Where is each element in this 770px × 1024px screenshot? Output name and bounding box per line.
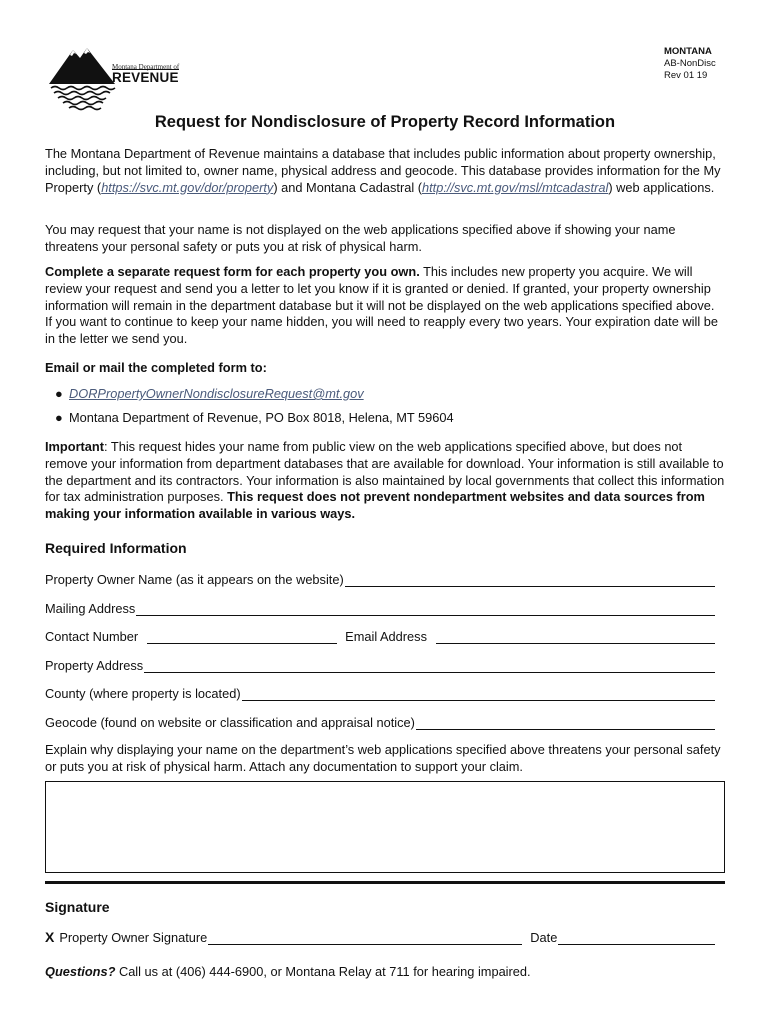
explain-prompt: Explain why displaying your name on the department’s web applications specified above threatens your personal safety or puts you at risk of physical harm. Attach any documentation to support your claim. [45,742,721,774]
logo-department-text: Montana Department of [112,63,180,71]
questions-text: Call us at (406) 444-6900, or Montana Relay at 711 for hearing impaired. [115,964,531,979]
intro-paragraph-1 [45,146,725,196]
submit-heading: Email or mail the completed form to: [45,360,267,375]
explanation-textbox[interactable] [45,781,725,873]
email-address-line[interactable] [436,629,715,644]
owner-signature-line[interactable] [208,930,522,945]
owner-signature-label: Property Owner Signature [59,930,208,945]
intro-p1-text-a: The Montana Department of Revenue maintains a database that includes public information about property ownership, including, but not limited to, owner name, physical address and geocode. This database provides information for the My Property ( [45,146,721,195]
signature-row [45,927,715,945]
list-item-email [55,386,364,402]
geocode-field[interactable] [45,712,715,730]
geocode-label: Geocode (found on website or classification and appraisal notice) [45,715,415,730]
property-address-label: Property Address [45,658,144,673]
mailing-address-field[interactable] [45,598,715,616]
owner-name-line[interactable] [345,572,715,587]
contact-number-line[interactable] [147,629,337,644]
important-paragraph [45,439,725,523]
bullet-icon: ● [55,410,63,425]
signature-heading: Signature [45,899,110,915]
important-text: : This request hides your name from public view on the web applications specified above, but does not remove your information from department databases that are available for download. Your information is still available to the department and its contractors. Your information is also maintained by local governments that collect this information for tax administration purposes. [45,439,725,505]
email-address-label: Email Address [345,629,427,644]
bullet-icon: ● [55,386,63,401]
form-id-block [664,46,716,82]
intro-paragraph-3 [45,264,725,348]
list-item-mail [55,410,454,426]
contact-row [45,626,715,644]
signature-x-mark: X [45,929,55,945]
date-line[interactable] [558,930,715,945]
separate-form-notice: Complete a separate request form for each property you own. [45,264,420,279]
property-address-line[interactable] [144,658,715,673]
contact-number-label: Contact Number [45,629,139,644]
county-field[interactable] [45,683,715,701]
form-state: MONTANA [664,46,712,57]
owner-name-label: Property Owner Name (as it appears on the website) [45,572,344,587]
my-property-link[interactable]: https://svc.mt.gov/dor/property [101,179,274,195]
property-address-field[interactable] [45,655,715,673]
mail-address-text: Montana Department of Revenue, PO Box 8018, Helena, MT 59604 [69,410,454,425]
mailing-address-line[interactable] [136,601,715,616]
email-link[interactable]: DORPropertyOwnerNondisclosureRequest@mt.gov [69,386,364,401]
mailing-address-label: Mailing Address [45,601,136,616]
intro-p1-text-c: ) web applications. [608,179,715,195]
form-code: AB-NonDisc [664,58,716,69]
required-info-heading: Required Information [45,540,187,556]
county-label: County (where property is located) [45,686,241,701]
intro-p1-text-b: ) and Montana Cadastral ( [273,179,422,195]
important-label: Important [45,439,105,454]
questions-label: Questions? [45,964,116,979]
important-bold-notice: This request does not prevent nondepartment websites and data sources from making your information available in various ways. [45,489,705,522]
questions-footer [45,964,531,979]
owner-name-field[interactable] [45,569,715,587]
date-label: Date [530,930,558,945]
intro-paragraph-2: You may request that your name is not displayed on the web applications specified above if showing your name threatens your personal safety or puts you at risk of physical harm. [45,222,676,254]
geocode-line[interactable] [416,715,715,730]
intro-p3-text: This includes new property you acquire. We will review your request and send you a letter to let you know if it is granted or denied. If granted, your property ownership information will remain in the department database but it will not be displayed on the web applications specified above. If you want to continue to keep your name hidden, you will need to reapply every two years. Your expiration date will be in the letter we send you. [45,264,718,347]
logo-revenue-text: REVENUE [112,70,179,85]
county-line[interactable] [242,686,715,701]
mt-cadastral-link[interactable]: http://svc.mt.gov/msl/mtcadastral [421,179,609,195]
section-divider [45,881,725,884]
form-revision: Rev 01 19 [664,70,708,81]
page-title: Request for Nondisclosure of Property Record Information [154,113,616,131]
